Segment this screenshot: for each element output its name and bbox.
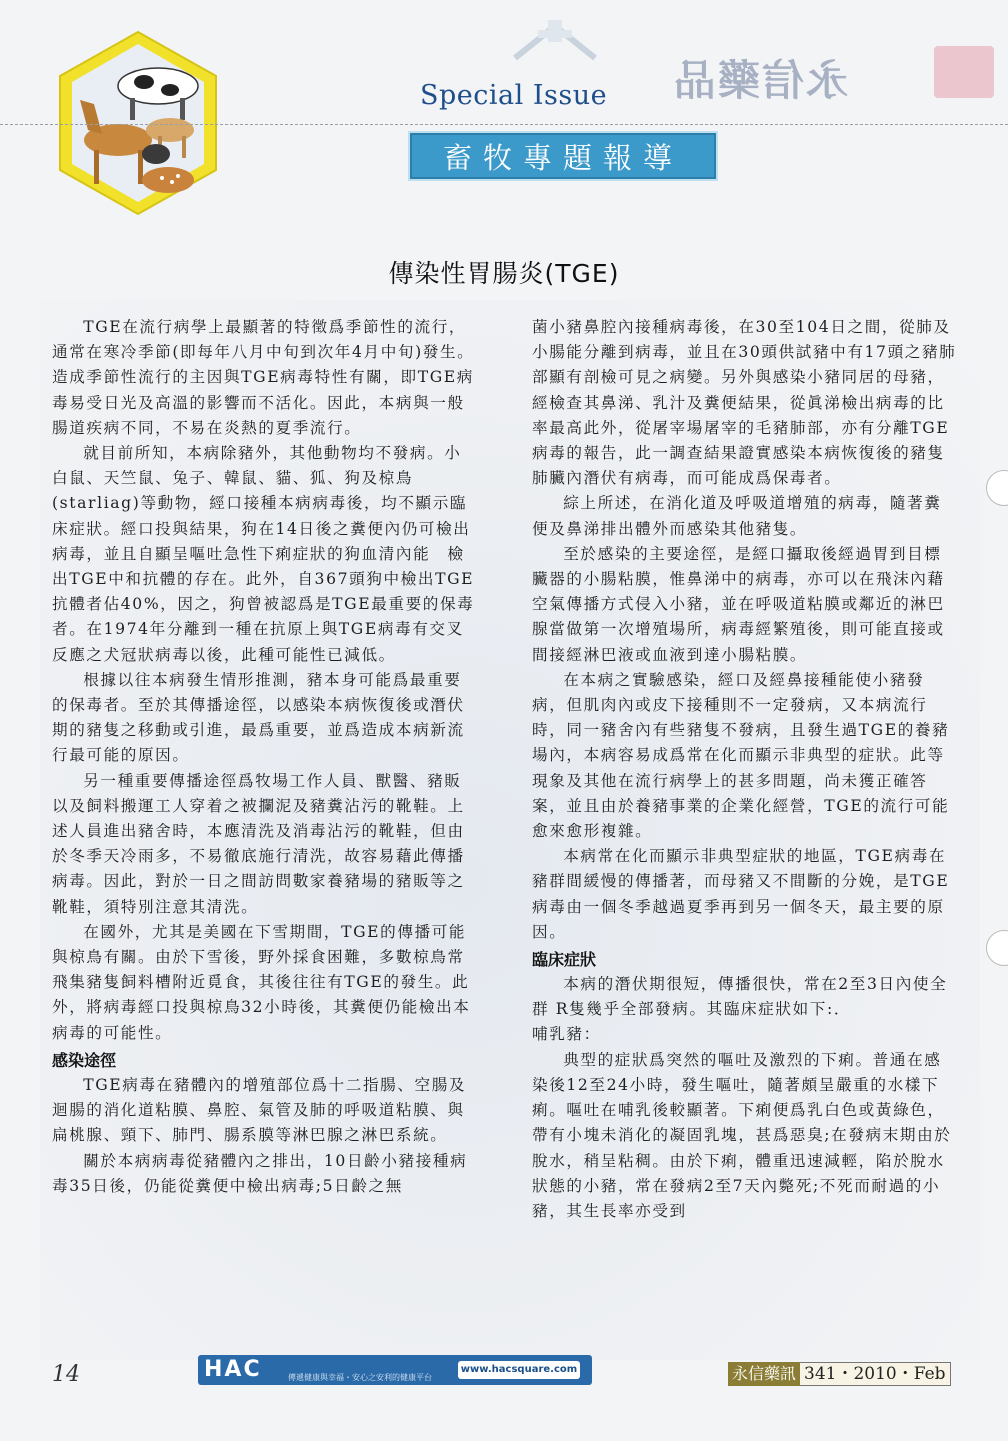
paragraph: 就目前所知，本病除豬外，其他動物均不發病。小白鼠、天竺鼠、兔子、韓鼠、貓、狐、狗及椋鳥(starliag)等動物，經口接種本病病毒後，均不顯示臨床症狀。經口投與結果，狗在14日後之糞便內仍可檢出病毒，並且自顯呈嘔吐急性下痢症狀的狗血清內能 檢出TGE中和抗體的存在。此外，自367頭狗中檢出TGE抗體者佔40%，因之，狗曾被認爲是TGE最重要的保毒者。在1974年分離到一種在抗原上與TGE病毒有交叉反應之犬冠狀病毒以後，此種可能性已減低。 [52, 444, 475, 664]
paragraph: 在本病之實驗感染，經口及經鼻接種能使小豬發病，但肌肉內或皮下接種則不一定發病，又本病流行時，同一豬舍內有些豬隻不發病，且發生過TGE的養豬場內，本病容易成爲常在化而顯示非典型的症狀。此等現象及其他在流行病學上的甚多問題，尚未獲正確答案，並且由於養豬事業的企業化經營，TGE的流行可能愈來愈形複雜。 [532, 670, 950, 841]
section-title-box: 畜牧專題報導 [408, 131, 718, 181]
paragraph: 綜上所述，在消化道及呼吸道增殖的病毒，隨著糞便及鼻涕排出體外而感染其他豬隻。 [532, 494, 942, 538]
header-dashed-rule [0, 124, 1008, 125]
special-issue-label: Special Issue [420, 80, 608, 111]
section-heading: 臨床症狀 [532, 950, 597, 970]
mirrored-banner-text: 永信藥品 [672, 56, 849, 105]
paragraph: TGE病毒在豬體內的增殖部位爲十二指腸、空腸及迴腸的消化道粘膜、鼻腔、氣管及肺的呼吸道粘膜、與扁桃腺、頸下、肺門、腸系膜等淋巴腺之淋巴系統。 [52, 1075, 467, 1145]
section-heading: 感染途徑 [52, 1050, 117, 1070]
paragraph: 哺乳豬： [532, 1025, 601, 1044]
paragraph: 至於感染的主要途徑，是經口攝取後經過胃到目標臟器的小腸粘膜，惟鼻涕中的病毒，亦可以在飛沫內藉空氣傳播方式侵入小豬，並在呼吸道粘膜或鄰近的淋巴腺當做第一次增殖場所，病毒經繁殖後，則可能直接或間接經淋巴液或血液到達小腸粘膜。 [532, 544, 945, 664]
hac-tagline: 傳遞健康與幸福・安心之安利的健康平台 [288, 1373, 432, 1382]
dog-shape [142, 144, 170, 164]
right-column [532, 315, 957, 1224]
paragraph: 另一種重要傳播途徑爲牧場工作人員、獸醫、豬販以及飼料搬運工人穿着之被攔泥及豬糞沾污的靴鞋。上述人員進出豬舍時，本應清洗及消毒沾污的靴鞋，但由於冬季天冷雨多，不易徹底施行清洗，故容易藉此傳播病毒。因此，對於一日之間訪問數家養豬場的豬販等之靴鞋，須特別注意其清洗。 [52, 771, 465, 916]
banner-pink-block [934, 46, 994, 98]
hac-url-link[interactable]: www.hacsquare.com [458, 1361, 580, 1379]
hac-advertisement[interactable] [198, 1355, 592, 1385]
left-column [52, 315, 477, 1199]
deer-shape [142, 167, 194, 193]
paragraph: 根據以往本病發生情形推測，豬本身可能爲最重要的保毒者。至於其傳播途徑，以感染本病恢復後或潛伏期的豬隻之移動或引進，最爲重要，並爲造成本病新流行最可能的原因。 [52, 670, 465, 765]
issue-info: 341・2010・Feb [800, 1362, 951, 1386]
livestock-hexagon-icon [58, 30, 218, 216]
hac-logo: HAC [204, 1357, 262, 1382]
paragraph: 在國外，尤其是美國在下雪期間，TGE的傳播可能與椋鳥有關。由於下雪後，野外採食困難，多數椋鳥常飛集豬隻飼料槽附近覓食，其後往往有TGE的發生。此外，將病毒經口投與椋鳥32小時後，其糞便仍能檢出本病毒的可能性。 [52, 922, 471, 1042]
house-logo-icon [510, 18, 600, 78]
binder-hole [986, 930, 1008, 966]
goat-shape [146, 118, 194, 142]
publication-name: 永信藥訊 [728, 1362, 800, 1386]
paragraph: 菌小豬鼻腔內接種病毒後，在30至104日之間，從肺及小腸能分離到病毒，並且在30頭供試豬中有17頭之豬肺部顯有剖檢可見之病變。另外與感染小豬同居的母豬，經檢查其鼻涕、乳汁及糞便結果，從眞涕檢出病毒的比率最高此外，從屠宰場屠宰的毛豬肺部，亦有分離TGE病毒的報告，此一調查結果證實感染本病恢復後的豬隻肺臟內潛伏有病毒，而可能成爲保毒者。 [532, 318, 957, 488]
page-number: 14 [52, 1362, 80, 1387]
paragraph: 典型的症狀爲突然的嘔吐及激烈的下痢。普通在感染後12至24小時，發生嘔吐，隨著頗呈嚴重的水樣下痢。嘔吐在哺乳後較顯著。下痢便爲乳白色或黃綠色，帶有小塊未消化的凝固乳塊，甚爲惡臭;在發病末期由於脫水，稍呈粘稠。由於下痢，體重迅速減輕，陷於脫水狀態的小豬，常在發病2至7天內斃死;不死而耐過的小豬，其生長率亦受到 [532, 1050, 952, 1220]
paragraph: 本病常在化而顯示非典型症狀的地區，TGE病毒在豬群間緩慢的傳播著，而母豬又不間斷的分娩，是TGE病毒由一個冬季越過夏季再到另一個冬天，最主要的原因。 [532, 847, 950, 941]
binder-hole [986, 470, 1008, 506]
publication-footer [728, 1362, 951, 1386]
paragraph: 關於本病病毒從豬體內之排出，10日齡小豬接種病毒35日後，仍能從糞便中檢出病毒;5日齡之無 [52, 1151, 468, 1195]
paragraph: TGE在流行病學上最顯著的特徵爲季節性的流行，通常在寒冷季節(即每年八月中旬到次年4月中旬)發生。造成季節性流行的主因與TGE病毒特性有關，即TGE病毒易受日光及高溫的影響而不活化。因此，本病與一般腸道疾病不同，不易在炎熱的夏季流行。 [52, 318, 475, 437]
paragraph: 本病的潛伏期很短，傳播很快，常在2至3日內使全群 R隻幾乎全部發病。其臨床症狀如下:． [532, 975, 948, 1019]
article-title: 傳染性胃腸炎(TGE) [388, 259, 620, 288]
